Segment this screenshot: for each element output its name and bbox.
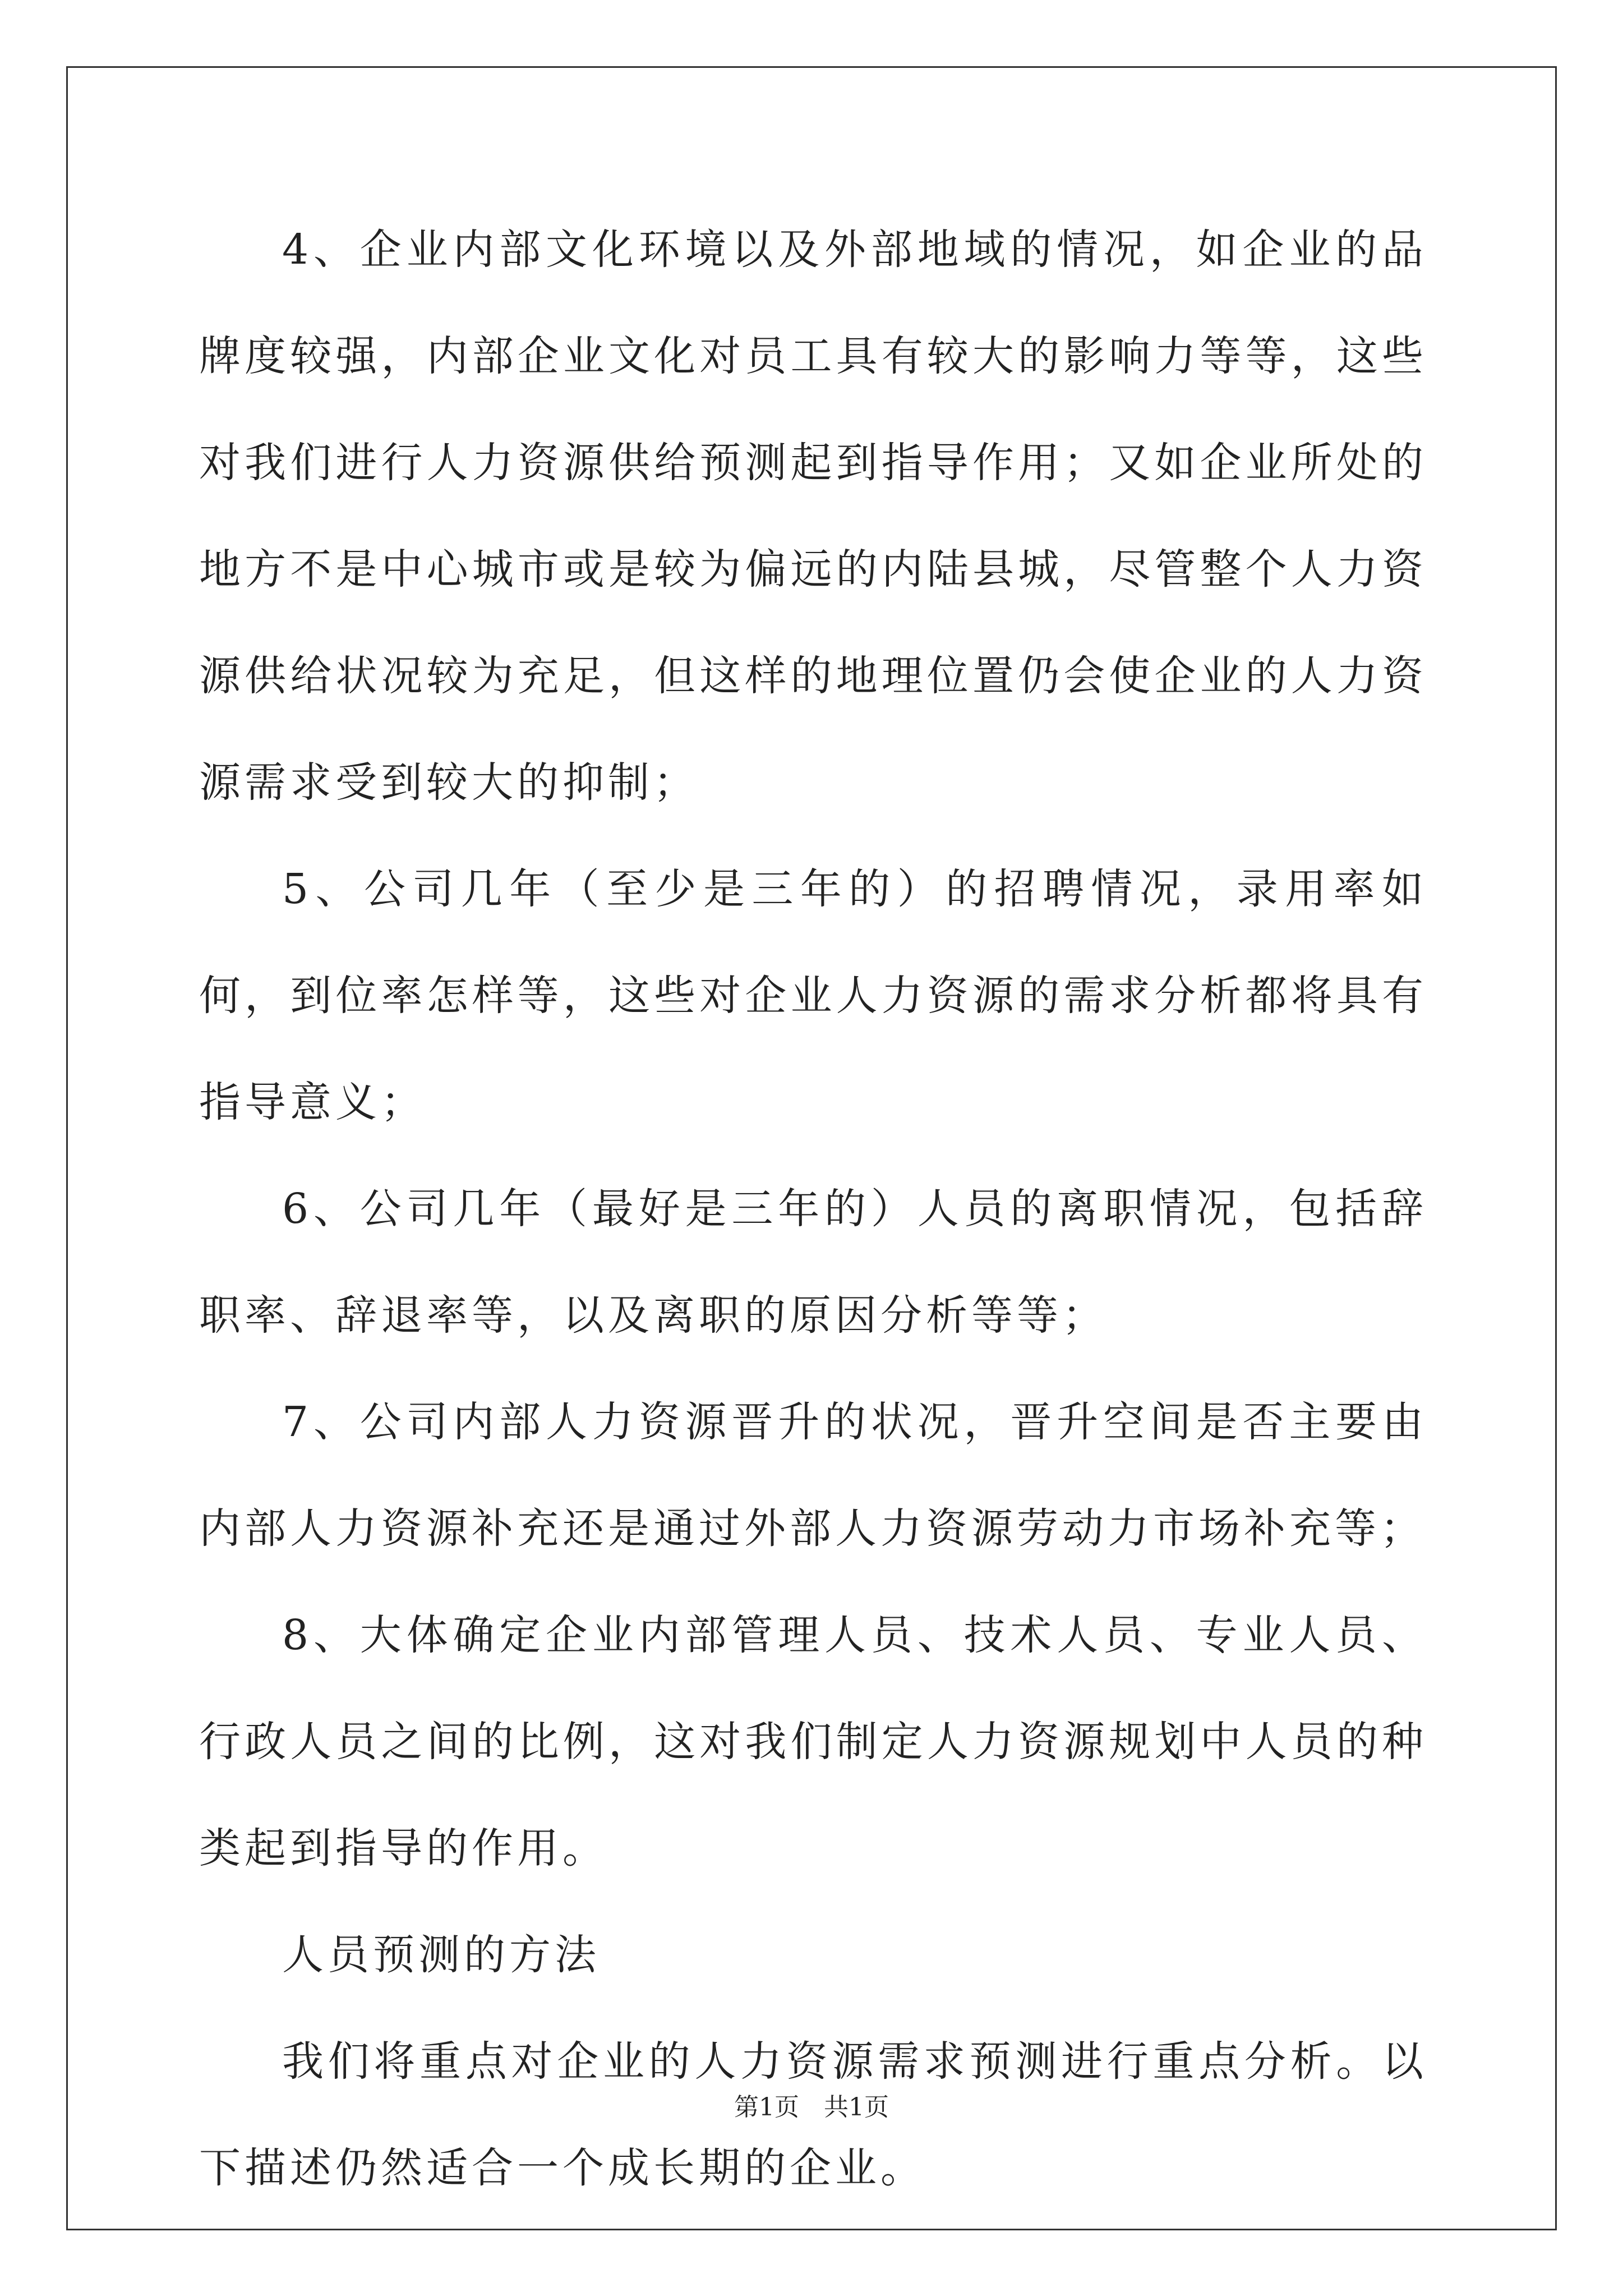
paragraph-item-8: 8、大体确定企业内部管理人员、技术人员、专业人员、行政人员之间的比例，这对我们制定人力资源规划中人员的种类起到指导的作用。 (199, 1611, 1427, 1872)
paragraph-item-4: 4、企业内部文化环境以及外部地域的情况，如企业的品牌度较强，内部企业文化对员工具有较大的影响力等等，这些对我们进行人力资源供给预测起到指导作用；又如企业所处的地方不是中心城市或是较为偏远的内陆县城，尽管整个人力资源供给状况较为充足，但这样的地理位置仍会使企业的人力资源需求受到较大的抑制； (199, 226, 1427, 807)
paragraph-item-5: 5、公司几年（至少是三年的）的招聘情况，录用率如何，到位率怎样等，这些对企业人力资源的需求分析都将具有指导意义； (199, 865, 1427, 1126)
section-heading: 人员预测的方法 (282, 1931, 600, 1979)
paragraph-method: 我们将重点对企业的人力资源需求预测进行重点分析。以下描述仍然适合一个成长期的企业。 (199, 2037, 1427, 2192)
page-total: 共1页 (824, 2093, 889, 2122)
paragraph-item-6: 6、公司几年（最好是三年的）人员的离职情况，包括辞职率、辞退率等，以及离职的原因分析等等； (199, 1185, 1427, 1340)
paragraph-item-7: 7、公司内部人力资源晋升的状况，晋升空间是否主要由内部人力资源补充还是通过外部人力资源劳动力市场补充等； (199, 1398, 1427, 1553)
page-number: 第1页 (734, 2093, 799, 2122)
document-body (199, 196, 1427, 2221)
page-footer (0, 2087, 1623, 2123)
